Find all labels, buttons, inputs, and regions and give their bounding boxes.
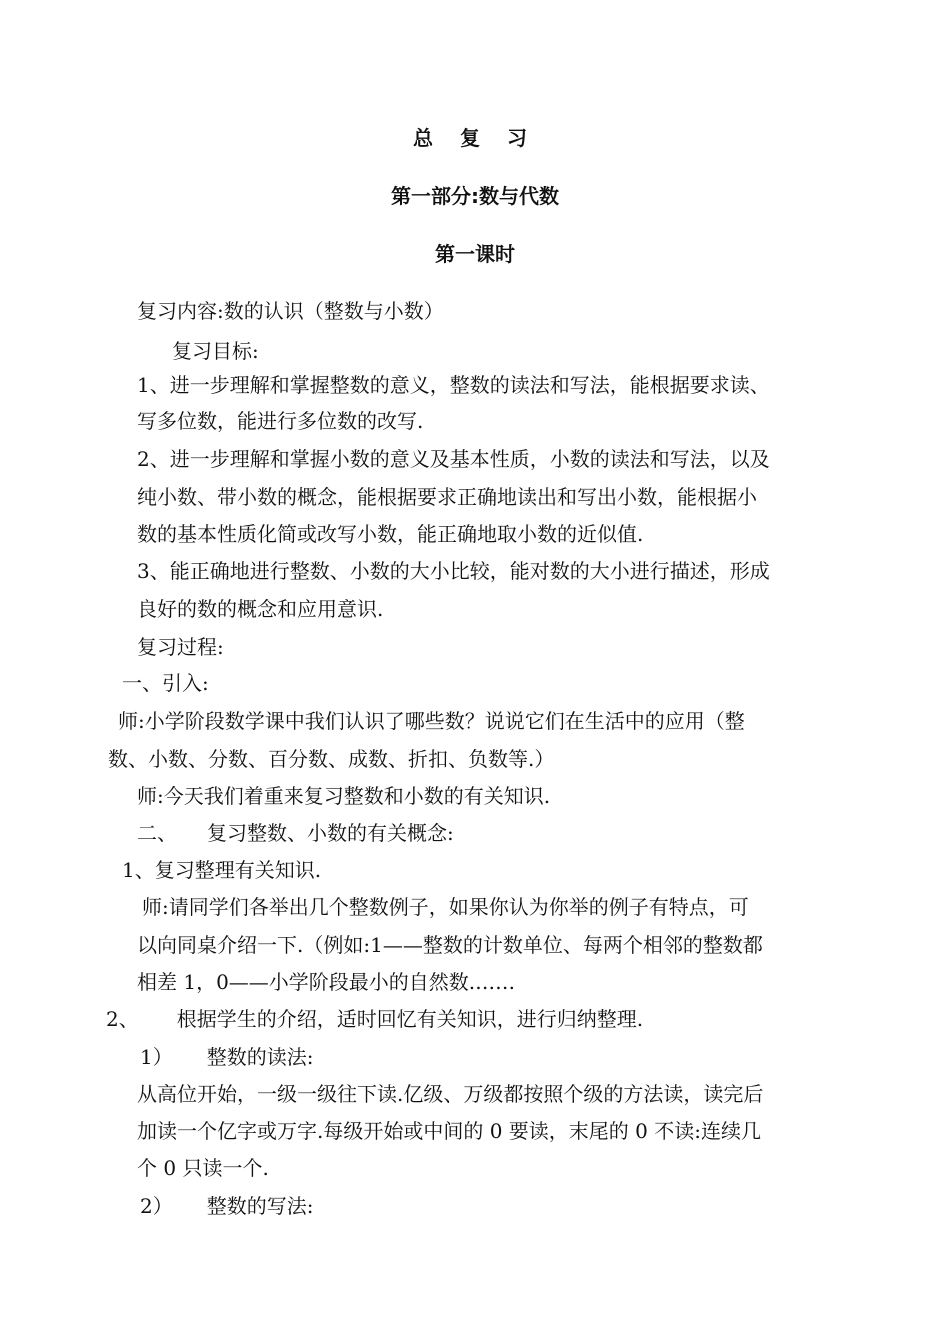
review-goals-label: 复习目标: — [172, 339, 259, 363]
subitem-2-number: 2） — [140, 1194, 173, 1218]
item-2 — [106, 1002, 643, 1036]
goal-3-line-1: 3、能正确地进行整数、小数的大小比较，能对数的大小进行描述，形成 — [137, 559, 770, 583]
teacher-examples-line-2: 以向同桌介绍一下.（例如:1——整数的计数单位、每两个相邻的整数都 — [137, 933, 763, 957]
goal-1-line-2: 写多位数，能进行多位数的改写. — [137, 409, 424, 433]
section-2-heading — [137, 816, 454, 850]
section-2-number: 二、 — [137, 821, 177, 845]
part-title: 第一部分:数与代数 — [391, 184, 559, 208]
item-2-number: 2、 — [106, 1007, 139, 1031]
section-2-text: 复习整数、小数的有关概念: — [207, 821, 454, 845]
subitem-2-text: 整数的写法: — [206, 1194, 314, 1218]
lesson-title: 第一课时 — [435, 242, 515, 266]
subitem-1-text: 整数的读法: — [206, 1045, 314, 1069]
reading-rule-line-3: 个 0 只读一个. — [137, 1156, 269, 1180]
subitem-1 — [140, 1040, 313, 1074]
goal-2-line-2: 纯小数、带小数的概念，能根据要求正确地读出和写出小数，能根据小 — [137, 485, 757, 509]
subitem-1-number: 1） — [140, 1045, 173, 1069]
item-2-text: 根据学生的介绍，适时回忆有关知识，进行归纳整理. — [176, 1007, 644, 1031]
teacher-question-line-1: 师:小学阶段数学课中我们认识了哪些数？说说它们在生活中的应用（整 — [118, 709, 745, 733]
goal-2-line-1: 2、进一步理解和掌握小数的意义及基本性质，小数的读法和写法，以及 — [137, 447, 770, 471]
item-1: 1、复习整理有关知识. — [122, 858, 322, 882]
section-1-heading: 一、引入: — [122, 671, 209, 695]
process-label: 复习过程: — [137, 635, 224, 659]
teacher-question-line-2: 数、小数、分数、百分数、成数、折扣、负数等.） — [108, 747, 555, 771]
goal-2-line-3: 数的基本性质化简或改写小数，能正确地取小数的近似值. — [137, 522, 644, 546]
goal-3-line-2: 良好的数的概念和应用意识. — [137, 597, 384, 621]
teacher-statement: 师:今天我们着重来复习整数和小数的有关知识. — [137, 784, 551, 808]
review-content: 复习内容:数的认识（整数与小数） — [137, 299, 444, 323]
reading-rule-line-2: 加读一个亿字或万字.每级开始或中间的 0 要读，末尾的 0 不读:连续几 — [137, 1119, 761, 1143]
teacher-examples-line-1: 师:请同学们各举出几个整数例子，如果你认为你举的例子有特点，可 — [142, 895, 749, 919]
page-title: 总 复 习 — [413, 126, 537, 150]
goal-1-line-1: 1、进一步理解和掌握整数的意义，整数的读法和写法，能根据要求读、 — [137, 373, 770, 397]
reading-rule-line-1: 从高位开始，一级一级往下读.亿级、万级都按照个级的方法读，读完后 — [137, 1082, 764, 1106]
subitem-2 — [140, 1189, 313, 1223]
teacher-examples-line-3: 相差 1，0——小学阶段最小的自然数.…… — [137, 970, 516, 994]
